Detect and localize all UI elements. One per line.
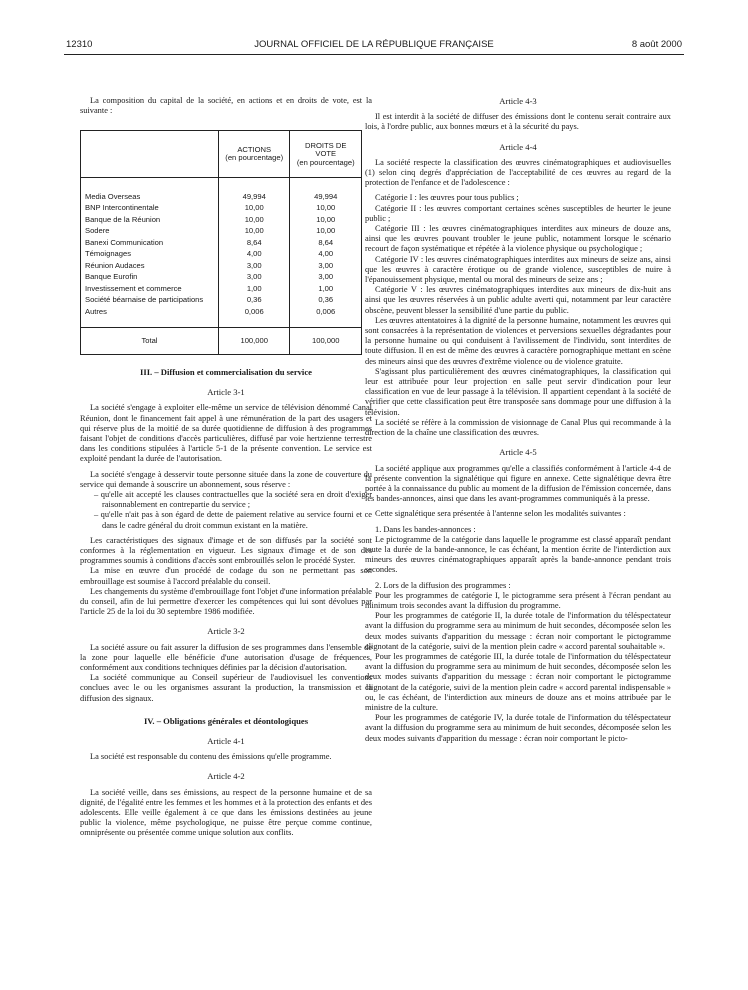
paragraph: Cette signalétique sera présentée à l'antenne selon les modalités suivantes :: [375, 509, 626, 519]
table-row: Media Overseas 49,994 49,994: [81, 178, 362, 202]
table-row: Sodere 10,00 10,00: [81, 225, 362, 237]
right-column: [365, 96, 671, 744]
paragraph: La société se réfère à la commission de visionnage de Canal Plus qui recommande à la direction de la chaîne une classification des œuvres.: [365, 417, 671, 438]
article-heading: Article 4-5: [499, 447, 537, 458]
article-heading: Article 4-3: [499, 96, 537, 106]
page-number: 12310: [66, 39, 93, 50]
article-heading: Article 4-4: [499, 141, 537, 152]
header-rule: [64, 54, 684, 55]
left-column: [80, 96, 372, 839]
paragraph: Pour les programmes de catégorie III, la durée totale de l'information du téléspectateur avant la diffusion du programme sera au minimum de huit secondes, décomposée selon les deux modes suivants d'apparition du message : écran noir comportant le pictogramme clignotant de la catégorie, suivi de la mention plein cadre « accord parental indispensable » ou, le cas échéant, de l'interdiction aux mineurs de douze ans et moins attribuée par le ministre de la culture.: [365, 651, 671, 712]
capital-table: [80, 130, 362, 355]
list-item: – qu'elle n'ait pas à son égard de dette de paiement relative au service fourni et ce dans le cadre général du droit commun existant en la matière.: [94, 510, 372, 530]
table-row: Autres 0,006 0,006: [81, 305, 362, 327]
category-item: Catégorie V : les œuvres cinématographiques interdites aux mineurs de dix-huit ans ainsi que les œuvres réservées à un public adulte averti qui, notamment par leur caractère obscène, peuvent blesser la sensibilité d'une partie du public.: [365, 285, 671, 315]
paragraph: Les œuvres attentatoires à la dignité de la personne humaine, notamment les œuvres qui sont consacrées à la représentation de violences et perversions sexuelles dégradantes pour la personne humaine ou qui conduisent à l'avilissement de l'individu, sont interdites de toute diffusion. Il en est de même des œuvres à caractère pornographique mettant en scène des mineurs ainsi que des œuvres d'extrême violence ou de violence gratuite.: [365, 315, 671, 366]
paragraph: Pour les programmes de catégorie II, la durée totale de l'information du téléspectateur avant la diffusion du programme sera au minimum de huit secondes, décomposée selon les deux modes suivants d'apparition du message : écran noir comportant le pictogramme clignotant de la catégorie, suivi de la mention plein cadre « accord parental souhaitable ».: [365, 611, 671, 651]
category-item: Catégorie II : les œuvres comportant certaines scènes susceptibles de heurter le jeune public ;: [365, 203, 671, 223]
table-row: Banexi Communication 8,64 8,64: [81, 236, 362, 248]
list-item: – qu'elle ait accepté les clauses contractuelles que la société sera en droit d'exiger raisonnablement en contrepartie du service ;: [94, 490, 372, 510]
category-item: Catégorie III : les œuvres cinématographiques interdites aux mineurs de douze ans, ainsi que les œuvres pouvant troubler le jeune public, notamment lorsque le scénario recourt de façon systématique et répétée à la violence physique ou psychologique ;: [365, 224, 671, 254]
issue-date: 8 août 2000: [631, 39, 682, 50]
table-row: Société béarnaise de participations 0,36 0,36: [81, 294, 362, 306]
paragraph: La société s'engage à exploiter elle-même un service de télévision dénommé Canal Réunion, dont le financement fait appel à une rémunération de la part des usagers et qui réserve plus de la moitié de sa durée quotidienne de diffusion à des programmes faisant l'objet de conditions d'accès particulières, diffusé par voie hertzienne terrestre dans les conditions stipulées à l'article 5-1 de la présente convention. Le service est exploité pendant la durée de l'autorisation.: [80, 403, 372, 464]
table-corner: [81, 131, 219, 178]
paragraph: La société assure ou fait assurer la diffusion de ses programmes dans l'ensemble de la zone pour laquelle elle bénéficie d'une autorisation d'usage de fréquences, conformément aux conditions techniques définies par la décision d'autorisation.: [80, 642, 372, 672]
col-droits-header: DROITS DE VOTE (en pourcentage): [290, 131, 362, 178]
capital-intro: La composition du capital de la société, en actions et en droits de vote, est la suivante :: [80, 96, 372, 116]
subheading: 1. Dans les bandes-annonces :: [375, 524, 476, 534]
table-row: Investissement et commerce 1,00 1,00: [81, 282, 362, 294]
paragraph: Les caractéristiques des signaux d'image et de son diffusés par la société sont conformes à la réglementation en vigueur. Les signaux d'image et de son des programmes soumis à conditions d'accès sont embrouillés selon le procédé Syster.: [80, 535, 372, 566]
table-row: BNP Intercontinentale 10,00 10,00: [81, 202, 362, 214]
paragraph: Pour les programmes de catégorie IV, la durée totale de l'information du téléspectateur avant la diffusion du programme sera au minimum de huit secondes, décomposée selon les deux modes suivants d'apparition du message : écran noir comportant le picto-: [365, 713, 671, 743]
category-item: Catégorie I : les œuvres pour tous publics ;: [375, 193, 519, 203]
paragraph: S'agissant plus particulièrement des œuvres cinématographiques, la classification qui leur est attribuée pour leur projection en salle peut servir d'indication pour leur classification en vue de leur passage à la télévision. Il appartient cependant à la société de vérifier que cette classification peut être transposée sans dommage pour une diffusion à la télévision.: [365, 366, 671, 417]
condition-list: [80, 490, 372, 531]
paragraph: La mise en œuvre d'un procédé de codage du son ne permettant pas son embrouillage est soumise à l'accord préalable du conseil.: [80, 566, 372, 586]
paragraph: Il est interdit à la société de diffuser des émissions dont le contenu serait contraire aux lois, à l'ordre public, aux bonnes mœurs et à la sécurité du pays.: [365, 112, 671, 132]
table-row: Réunion Audaces 3,00 3,00: [81, 259, 362, 271]
table-total-row: Total 100,000 100,000: [81, 327, 362, 354]
paragraph: La société est responsable du contenu des émissions qu'elle programme.: [90, 752, 332, 762]
section-heading: IV. – Obligations générales et déontologiques: [143, 715, 309, 726]
article-heading: Article 4-2: [207, 771, 245, 782]
article-heading: Article 3-2: [207, 626, 245, 637]
subheading: 2. Lors de la diffusion des programmes :: [375, 580, 511, 590]
article-heading: Article 4-1: [207, 736, 245, 746]
table-row: Banque de la Réunion 10,00 10,00: [81, 213, 362, 225]
category-item: Catégorie IV : les œuvres cinématographiques interdites aux mineurs de seize ans, ainsi que les œuvres à caractère érotique ou de grande violence, susceptibles de nuire à l'épanouissement physique, mental ou moral des mineurs de seize ans ;: [365, 254, 671, 285]
journal-title: JOURNAL OFFICIEL DE LA RÉPUBLIQUE FRANÇAISE: [254, 39, 494, 50]
paragraph: Le pictogramme de la catégorie dans laquelle le programme est classé apparaît pendant toute la durée de la bande-annonce, le cas échéant, la mention écrite de l'interdiction aux mineurs des œuvres cinématographiques apparaît après la bande-annonce pendant trois secondes.: [365, 534, 671, 575]
paragraph: La société communique au Conseil supérieur de l'audiovisuel les conventions conclues avec le ou les organismes assurant la production, la transmission et la diffusion des signaux.: [80, 673, 372, 703]
table-row: Banque Eurofin 3,00 3,00: [81, 271, 362, 283]
paragraph: La société respecte la classification des œuvres cinématographiques et audiovisuelles (1) selon cinq degrés d'appréciation de l'acceptabilité de ces œuvres au regard de la protection de l'enfance et de l'adolescence :: [365, 157, 671, 188]
paragraph: Pour les programmes de catégorie I, le pictogramme sera présent à l'écran pendant au minimum trois secondes avant la diffusion du programme.: [365, 590, 671, 610]
paragraph: La société s'engage à desservir toute personne située dans la zone de couverture du service qui demande à souscrire un abonnement, sous réserve :: [80, 469, 372, 489]
paragraph: La société applique aux programmes qu'elle a classifiés conformément à l'article 4-4 de la présente convention la signalétique qui figure en annexe. Cette signalétique devra être portée à la connaissance du public au moment de la diffusion de l'émission concernée, dans les bandes-annonces, ainsi que dans les avant-programmes communiqués à la presse.: [365, 463, 671, 504]
section-heading: III. – Diffusion et commercialisation du service: [140, 366, 312, 377]
article-heading: Article 3-1: [207, 387, 245, 398]
paragraph: Les changements du système d'embrouillage font l'objet d'une information préalable du conseil, afin de lui permettre d'exercer les compétences qui lui sont dévolues par l'article 25 de la loi du 30 septembre 1986 modifiée.: [80, 586, 372, 617]
col-actions-header: ACTIONS (en pourcentage): [218, 131, 290, 178]
paragraph: La société veille, dans ses émissions, au respect de la personne humaine et de sa dignité, de l'égalité entre les femmes et les hommes et à la protection des enfants et des adolescents. Elle veille également à ce que dans les émissions destinées au jeune public la violence, même psychologique, ne puisse être perçue comme continue, omniprésente ou présentée comme unique solution aux conflits.: [80, 787, 372, 838]
table-row: Témoignages 4,00 4,00: [81, 248, 362, 260]
